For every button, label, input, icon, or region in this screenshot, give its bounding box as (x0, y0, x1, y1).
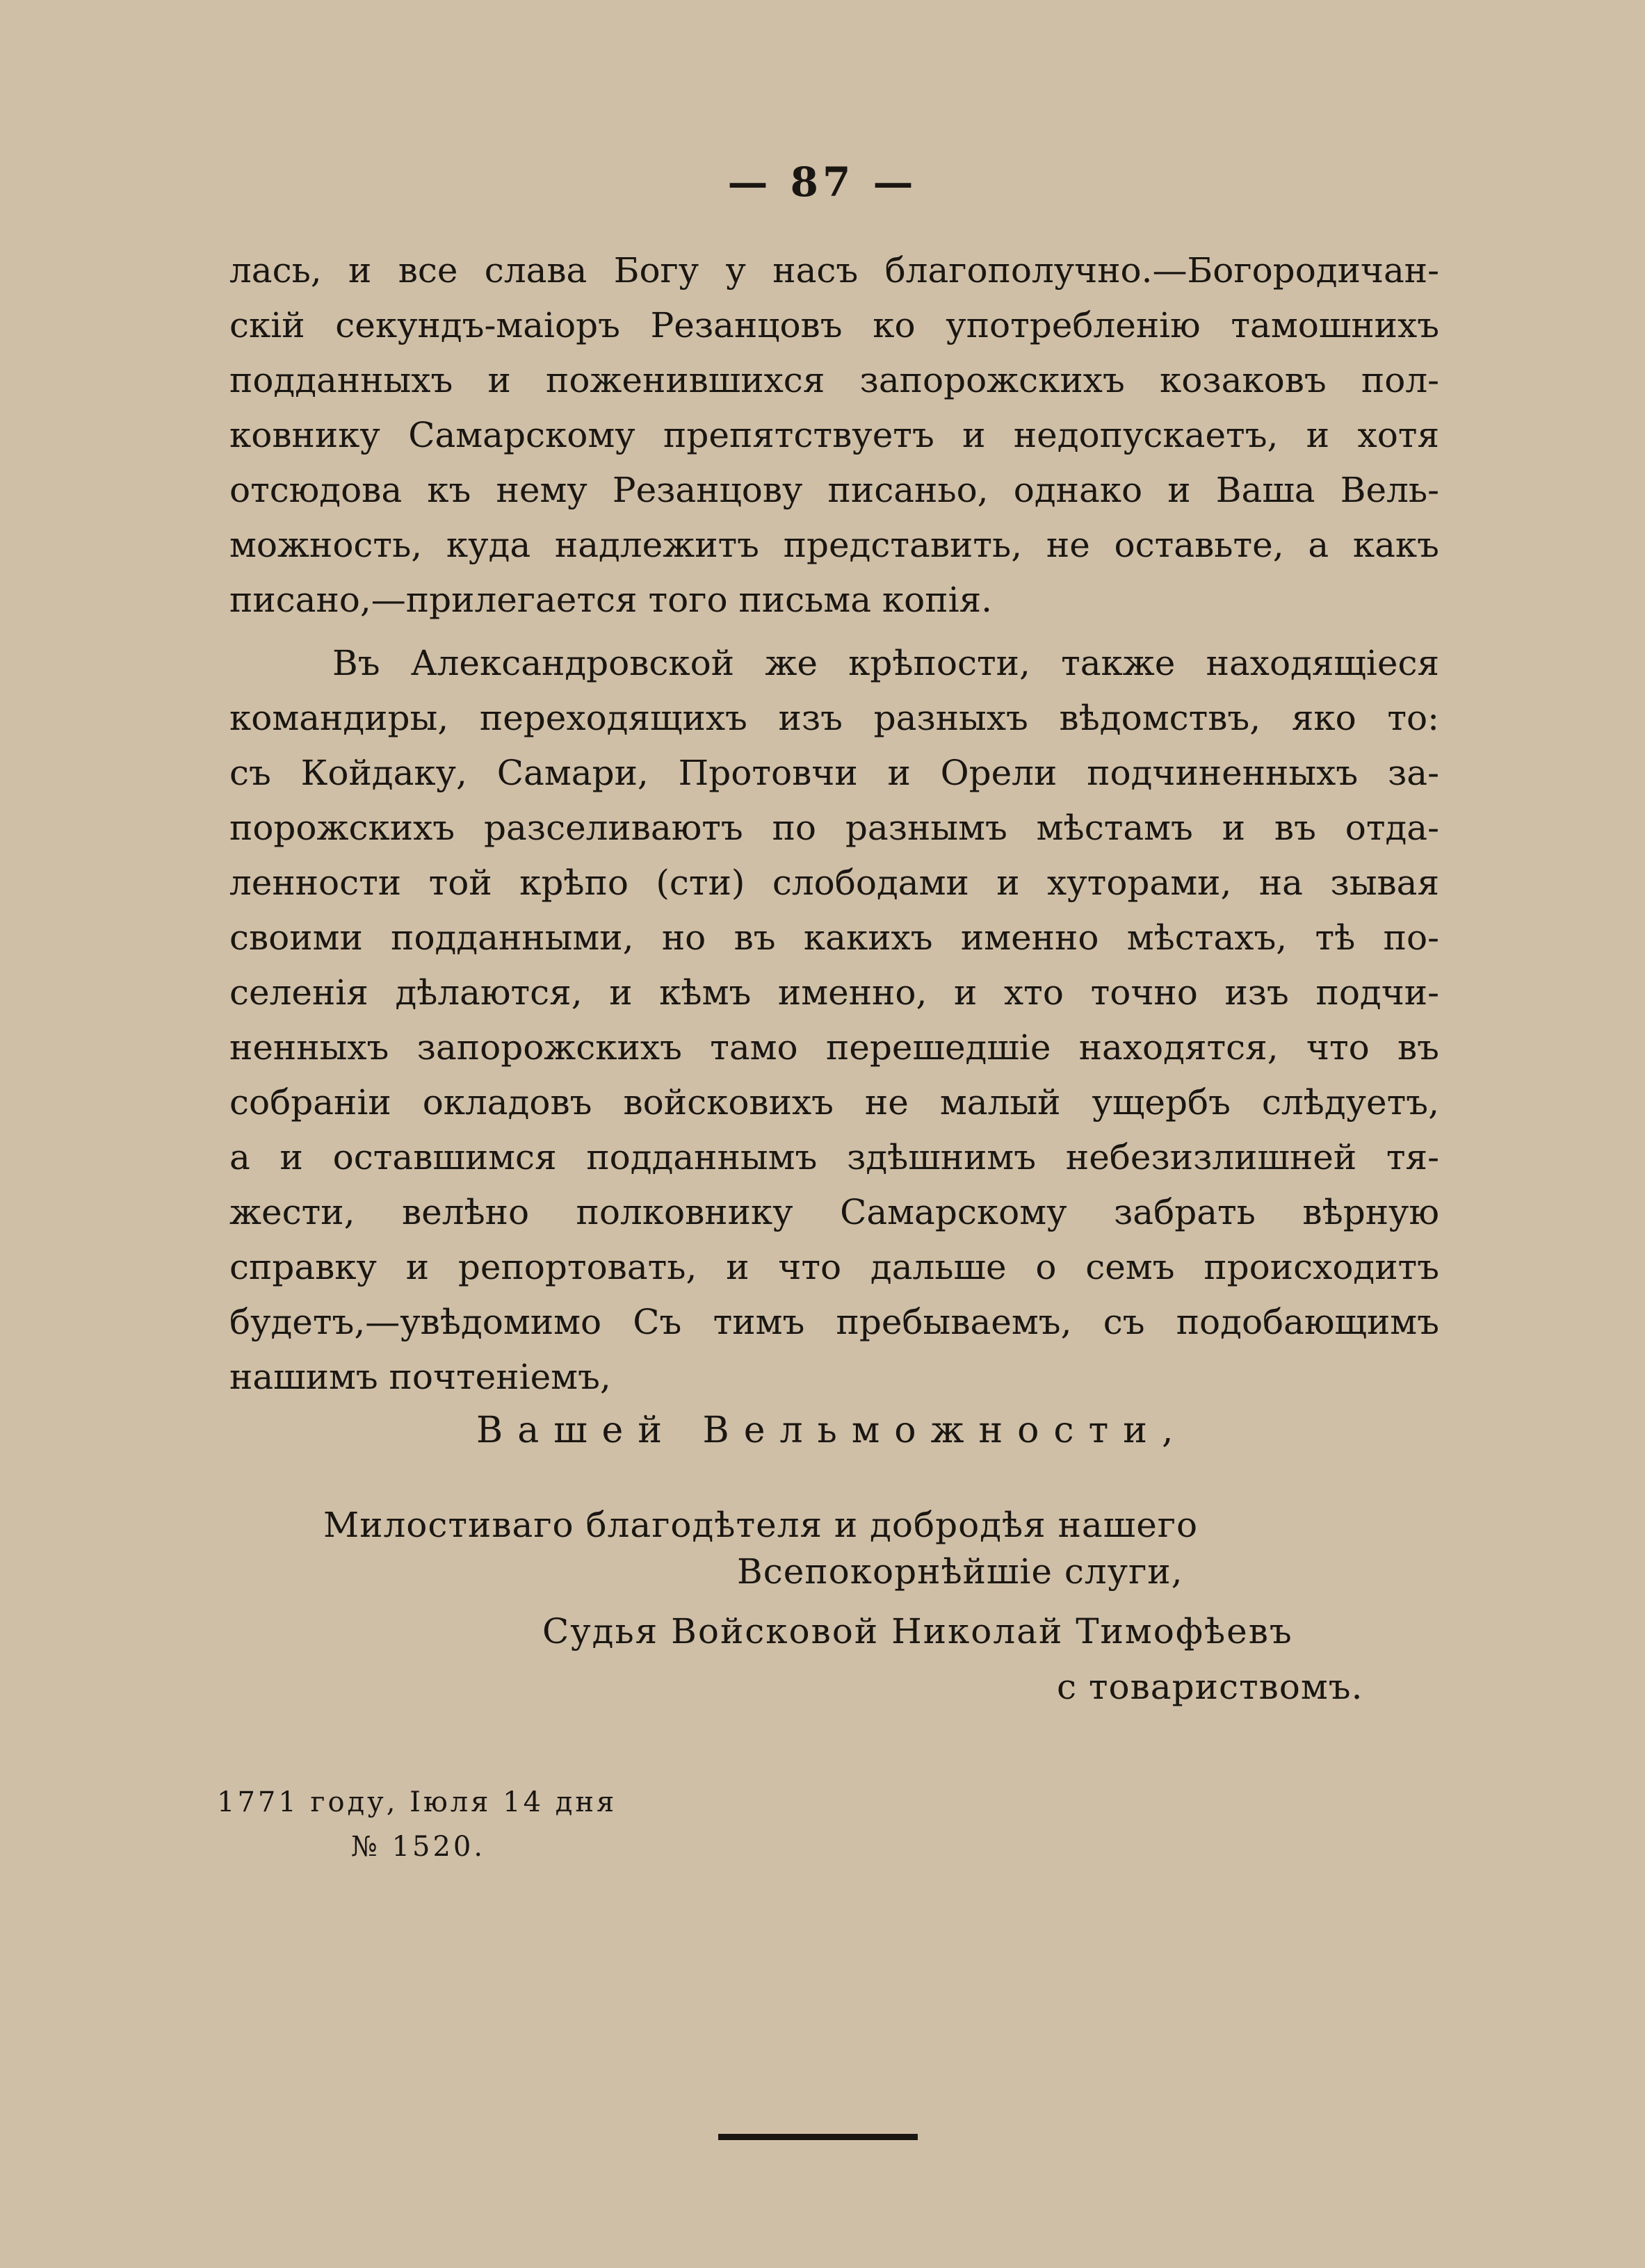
signature-line: с товариствомъ. (1057, 1667, 1363, 1707)
document-number: № 1520. (351, 1831, 486, 1863)
signature-line: Милостиваго благодѣтеля и добродѣя нашего (323, 1505, 1199, 1545)
text-line: командиры, переходящихъ изъ разныхъ вѣдомствъ, яко то: (229, 698, 1439, 738)
text-line: жести, велѣно полковнику Самарскому забрать вѣрную (229, 1192, 1439, 1232)
text-line: подданныхъ и поженившихся запорожскихъ козаковъ пол- (229, 360, 1439, 400)
text-line: скій секундъ-маіоръ Резанцовъ ко употребленію тамошнихъ (229, 305, 1439, 345)
text-line: селенія дѣлаются, и кѣмъ именно, и хто точно изъ подчи- (229, 972, 1439, 1013)
salutation-address: Вашей Вельможности, (476, 1410, 1188, 1451)
text-line: ненныхъ запорожскихъ тамо перешедшіе находятся, что въ (229, 1027, 1439, 1068)
text-line: нашимъ почтеніемъ, (229, 1357, 611, 1397)
text-line: а и оставшимся подданнымъ здѣшнимъ небезизлишней тя- (229, 1137, 1439, 1177)
signature-line: Всепокорнѣйшіе слуги, (737, 1551, 1183, 1592)
text-line: порожскихъ разселиваютъ по разнымъ мѣстамъ и въ отда- (229, 808, 1439, 848)
closing-rule (718, 2134, 918, 2140)
letter-body (229, 243, 1439, 1405)
page-number: — 87 — (727, 158, 918, 206)
letter-date: 1771 году, Іюля 14 дня (217, 1786, 617, 1818)
text-line: своими подданными, но въ какихъ именно мѣстахъ, тѣ по- (229, 917, 1439, 958)
text-line: будетъ,—увѣдомимо Съ тимъ пребываемъ, съ подобающимъ (229, 1302, 1439, 1342)
paragraph-1 (229, 243, 1439, 628)
text-line: ленности той крѣпо (сти) слободами и хуторами, на зывая (229, 863, 1439, 903)
text-line: ковнику Самарскому препятствуетъ и недопускаетъ, и хотя (229, 415, 1439, 455)
text-line: справку и репортовать, и что дальше о семъ происходитъ (229, 1247, 1439, 1287)
text-line: собраніи окладовъ войсковихъ не малый ущербъ слѣдуетъ, (229, 1082, 1439, 1123)
text-line: отсюдова къ нему Резанцову писаньо, однако и Ваша Вель- (229, 470, 1439, 510)
text-line: писано,—прилегается того письма копія. (229, 580, 993, 620)
text-line: можность, куда надлежитъ представить, не оставьте, а какъ (229, 525, 1439, 565)
signature-line: Судья Войсковой Николай Тимофѣевъ (542, 1611, 1293, 1651)
text-line: Въ Александровской же крѣпости, также находящіеся (332, 643, 1439, 683)
text-line: съ Койдаку, Самари, Протовчи и Орели подчиненныхъ за- (229, 753, 1439, 793)
paragraph-2 (229, 636, 1439, 1405)
text-line: лась, и все слава Богу у насъ благополучно.—Богородичан- (229, 250, 1439, 291)
